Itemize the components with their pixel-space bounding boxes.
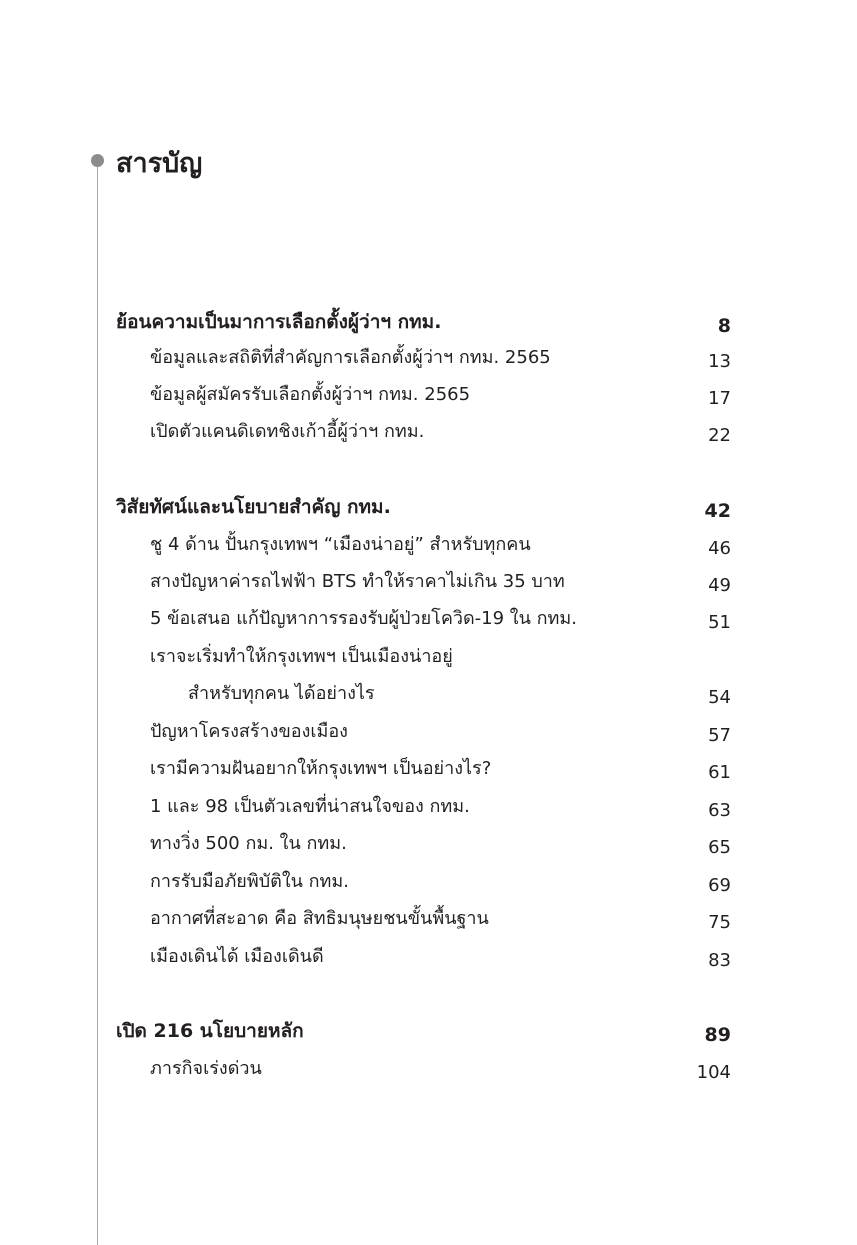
- toc-entry[interactable]: [0, 639, 857, 675]
- toc-entry[interactable]: [0, 864, 857, 900]
- toc-section-heading[interactable]: [0, 489, 857, 525]
- toc-entry[interactable]: [0, 414, 857, 450]
- toc-page-number: 49: [708, 575, 731, 596]
- toc-entry-title: ข้อมูลผู้สมัครรับเลือกตั้งผู้ว่าฯ กทม. 2565: [150, 384, 471, 405]
- toc-page-number: 57: [708, 725, 731, 746]
- toc-page-number: 83: [708, 950, 731, 971]
- toc-page-number: 61: [708, 762, 731, 783]
- toc-page-number: 69: [708, 875, 731, 896]
- toc-entry-title: ข้อมูลและสถิติที่สำคัญการเลือกตั้งผู้ว่าฯ กทม. 2565: [150, 347, 551, 368]
- toc-entry[interactable]: [0, 901, 857, 937]
- toc-entry-title: 5 ข้อเสนอ แก้ปัญหาการรองรับผู้ป่วยโควิด-19 ใน กทม.: [150, 608, 577, 629]
- bullet-dot-icon: [91, 154, 104, 167]
- toc-entry[interactable]: [0, 1051, 857, 1087]
- toc-page-number: 54: [708, 687, 731, 708]
- toc-entry[interactable]: [0, 939, 857, 975]
- toc-section-heading[interactable]: [0, 304, 857, 340]
- toc-page-number: 51: [708, 612, 731, 633]
- toc-entry[interactable]: [0, 714, 857, 750]
- toc-page-number: 46: [708, 538, 731, 559]
- toc-entry-title: วิสัยทัศน์และนโยบายสำคัญ กทม.: [116, 496, 391, 518]
- toc-entry[interactable]: [0, 564, 857, 600]
- toc-entry-title: ภารกิจเร่งด่วน: [150, 1058, 262, 1079]
- toc-entry[interactable]: [0, 789, 857, 825]
- page-title: สารบัญ: [116, 148, 203, 179]
- toc-page-number: 63: [708, 800, 731, 821]
- toc-entry-title: ย้อนความเป็นมาการเลือกตั้งผู้ว่าฯ กทม.: [116, 311, 442, 333]
- toc-entry-title: อากาศที่สะอาด คือ สิทธิมนุษยชนขั้นพื้นฐาน: [150, 908, 489, 929]
- toc-page-number: 89: [704, 1024, 731, 1046]
- toc-section-heading[interactable]: [0, 1013, 857, 1049]
- toc-entry-title: การรับมือภัยพิบัติใน กทม.: [150, 871, 350, 892]
- toc-page-number: 65: [708, 837, 731, 858]
- toc-page-number: 8: [717, 315, 731, 337]
- toc-entry[interactable]: [0, 751, 857, 787]
- toc-entry-title: สำหรับทุกคน ได้อย่างไร: [188, 683, 375, 704]
- toc-entry[interactable]: [0, 601, 857, 637]
- toc-page-number: 13: [708, 351, 731, 372]
- toc-entry-title: เรามีความฝันอยากให้กรุงเทพฯ เป็นอย่างไร?: [150, 758, 492, 779]
- toc-entry[interactable]: [0, 826, 857, 862]
- toc-page-number: 75: [708, 912, 731, 933]
- toc-entry-title: เราจะเริ่มทำให้กรุงเทพฯ เป็นเมืองน่าอยู่: [150, 646, 453, 667]
- toc-entry[interactable]: [0, 340, 857, 376]
- toc-entry-title: เปิดตัวแคนดิเดทชิงเก้าอี้ผู้ว่าฯ กทม.: [150, 421, 425, 442]
- toc-entry-title: เปิด 216 นโยบายหลัก: [116, 1020, 304, 1042]
- toc-entry-title: สางปัญหาค่ารถไฟฟ้า BTS ทำให้ราคาไม่เกิน 35 บาท: [150, 571, 565, 592]
- toc-page-number: 42: [704, 500, 731, 522]
- toc-entry-title: เมืองเดินได้ เมืองเดินดี: [150, 946, 324, 967]
- toc-entry-title: ปัญหาโครงสร้างของเมือง: [150, 721, 348, 742]
- toc-entry-continuation[interactable]: [0, 676, 857, 712]
- toc-entry-title: ทางวิ่ง 500 กม. ใน กทม.: [150, 833, 347, 854]
- toc-entry-title: 1 และ 98 เป็นตัวเลขที่น่าสนใจของ กทม.: [150, 796, 470, 817]
- toc-page-number: 104: [696, 1062, 731, 1083]
- toc-page-number: 17: [708, 388, 731, 409]
- toc-page-number: 22: [708, 425, 731, 446]
- toc-entry[interactable]: [0, 377, 857, 413]
- toc-entry-title: ชู 4 ด้าน ปั้นกรุงเทพฯ “เมืองน่าอยู่” สำหรับทุกคน: [150, 534, 531, 555]
- toc-entry[interactable]: [0, 527, 857, 563]
